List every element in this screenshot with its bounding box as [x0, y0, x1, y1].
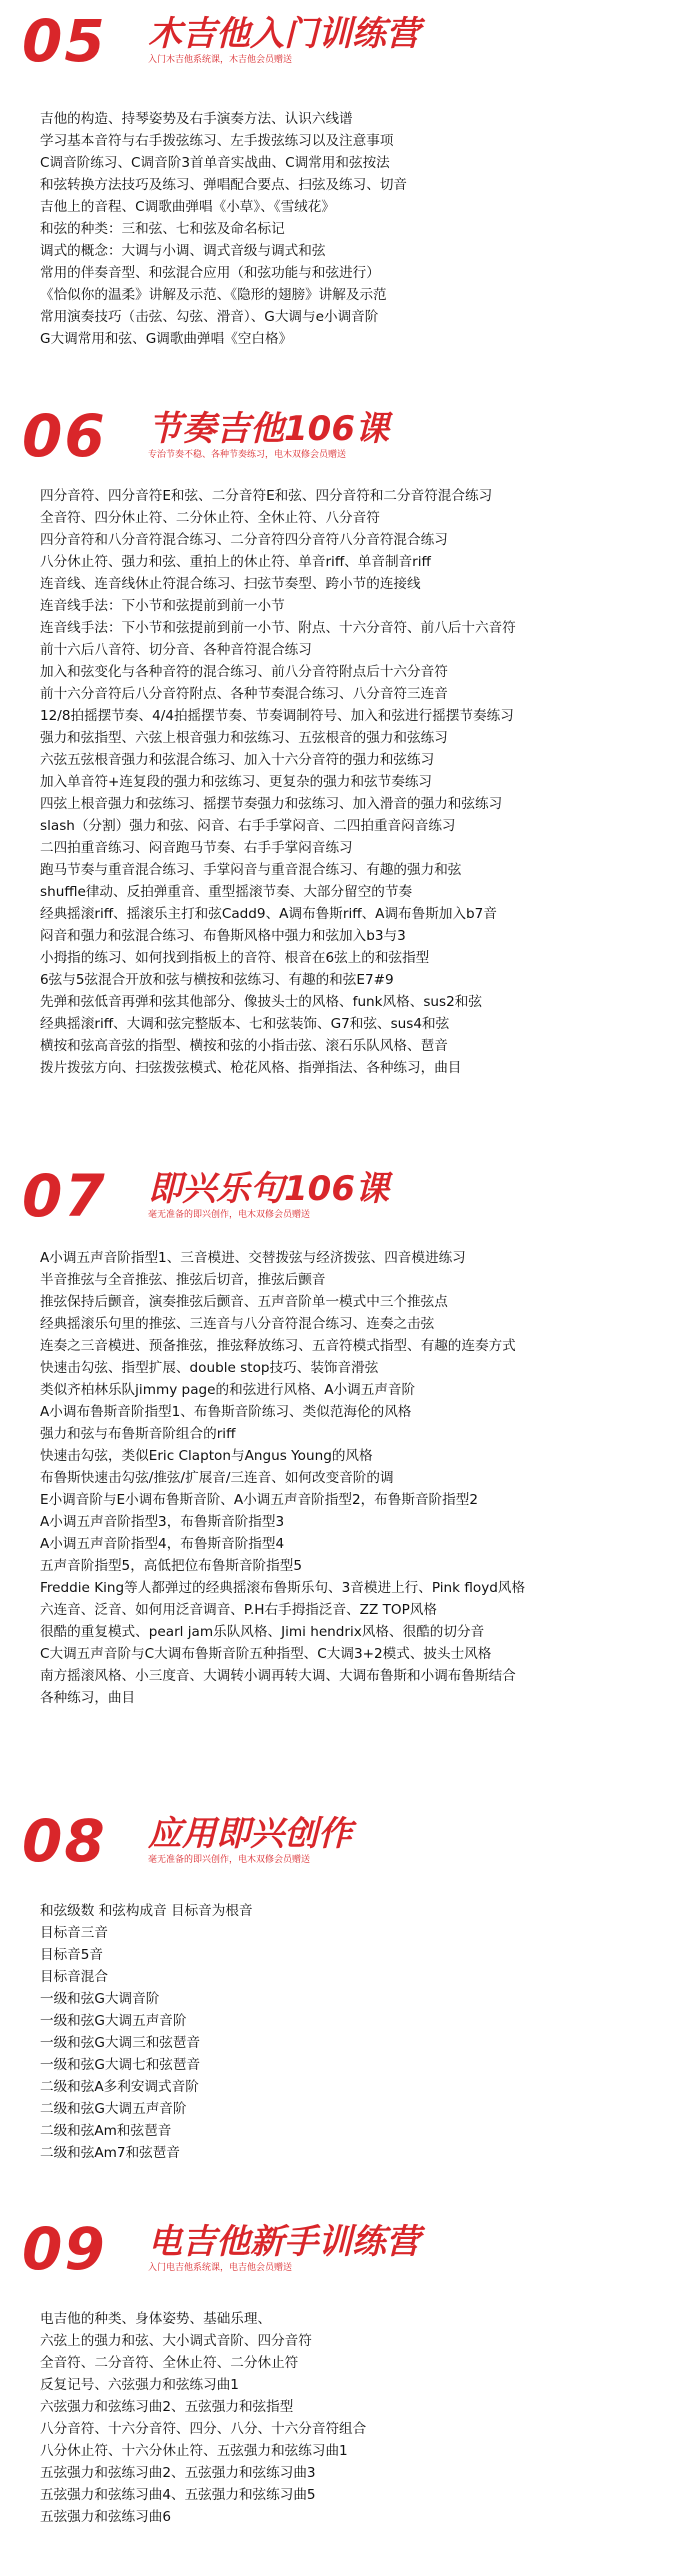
lesson-line: 连音线、连音线休止符混合练习、扫弦节奏型、跨小节的连接线 — [40, 576, 421, 592]
lesson-line: 五声音阶指型5，高低把位布鲁斯音阶指型5 — [40, 1558, 302, 1574]
lesson-line: 二四拍重音练习、闷音跑马节奏、右手手掌闷音练习 — [40, 840, 353, 856]
lesson-line: 各种练习，曲目 — [40, 1690, 136, 1706]
lesson-line: 和弦转换方法技巧及练习、弹唱配合要点、扫弦及练习、切音 — [40, 177, 408, 193]
lesson-line: 先弹和弦低音再弹和弦其他部分、像披头士的风格、funk风格、sus2和弦 — [40, 994, 482, 1010]
lesson-line: G大调常用和弦、G调歌曲弹唱《空白格》 — [40, 331, 293, 347]
lesson-list — [0, 485, 673, 1079]
section-header — [0, 1807, 673, 1875]
lesson-line: 五弦强力和弦练习曲6 — [40, 2509, 171, 2525]
lesson-line: 常用演奏技巧（击弦、勾弦、滑音）、G大调与e小调音阶 — [40, 309, 379, 325]
lesson-list — [0, 2308, 673, 2528]
lesson-line: 一级和弦G大调五声音阶 — [40, 2013, 187, 2029]
lesson-line: 六弦五弦根音强力和弦混合练习、加入十六分音符的强力和弦练习 — [40, 752, 435, 768]
lesson-line: 前十六后八音符、切分音、各种音符混合练习 — [40, 642, 312, 658]
lesson-line: 强力和弦与布鲁斯音阶组合的riff — [40, 1426, 236, 1442]
lesson-line: 布鲁斯快速击勾弦/推弦/扩展音/三连音、如何改变音阶的调 — [40, 1470, 394, 1486]
lesson-line: 加入单音符+连复段的强力和弦练习、更复杂的强力和弦节奏练习 — [40, 774, 433, 790]
lesson-line: 八分休止符、十六分休止符、五弦强力和弦练习曲1 — [40, 2443, 348, 2459]
lesson-line: 四弦上根音强力和弦练习、摇摆节奏强力和弦练习、加入滑音的强力和弦练习 — [40, 796, 503, 812]
section-subtitle: 毫无准备的即兴创作，电木双修会员赠送 — [148, 1210, 311, 1220]
lesson-line: A小调布鲁斯音阶指型1、布鲁斯音阶练习、类似范海伦的风格 — [40, 1404, 412, 1420]
section-title: 应用即兴创作 — [148, 1814, 352, 1854]
lesson-line: 连音线手法：下小节和弦提前到前一小节 — [40, 598, 285, 614]
lesson-line: 连音线手法：下小节和弦提前到前一小节、附点、十六分音符、前八后十六音符 — [40, 620, 516, 636]
lesson-line: 小拇指的练习、如何找到指板上的音符、根音在6弦上的和弦指型 — [40, 950, 430, 966]
lesson-line: A小调五声音阶指型4，布鲁斯音阶指型4 — [40, 1536, 285, 1552]
lesson-line: 拨片拨弦方向、扫弦拨弦模式、枪花风格、指弹指法、各种练习，曲目 — [40, 1060, 462, 1076]
lesson-line: 六连音、泛音、如何用泛音调音、P.H右手拇指泛音、ZZ TOP风格 — [40, 1602, 438, 1618]
lesson-line: 推弦保持后颤音，演奏推弦后颤音、五声音阶单一模式中三个推弦点 — [40, 1294, 448, 1310]
lesson-line: 吉他上的音程、C调歌曲弹唱《小草》、《雪绒花》 — [40, 199, 335, 215]
lesson-line: 八分音符、十六分音符、四分、八分、十六分音符组合 — [40, 2421, 367, 2437]
lesson-line: 吉他的构造、持琴姿势及右手演奏方法、认识六线谱 — [40, 111, 353, 127]
lesson-line: 电吉他的种类、身体姿势、基础乐理、 — [40, 2311, 272, 2327]
lesson-line: slash（分割）强力和弦、闷音、右手手掌闷音、二四拍重音闷音练习 — [40, 818, 456, 834]
lesson-line: 二级和弦Am和弦琶音 — [40, 2123, 172, 2139]
section-subtitle: 毫无准备的即兴创作，电木双修会员赠送 — [148, 1855, 311, 1865]
section-title: 木吉他入门训练营 — [148, 14, 420, 54]
lesson-line: 四分音符、四分音符E和弦、二分音符E和弦、四分音符和二分音符混合练习 — [40, 488, 493, 504]
lesson-line: C调音阶练习、C调音阶3首单音实战曲、C调常用和弦按法 — [40, 155, 390, 171]
lesson-line: 六弦强力和弦练习曲2、五弦强力和弦指型 — [40, 2399, 294, 2415]
lesson-line: 加入和弦变化与各种音符的混合练习、前八分音符附点后十六分音符 — [40, 664, 448, 680]
lesson-line: 目标音混合 — [40, 1969, 108, 1985]
lesson-line: 四分音符和八分音符混合练习、二分音符四分音符八分音符混合练习 — [40, 532, 448, 548]
lesson-line: 南方摇滚风格、小三度音、大调转小调再转大调、大调布鲁斯和小调布鲁斯结合 — [40, 1668, 516, 1684]
lesson-line: 12/8拍摇摆节奏、4/4拍摇摆节奏、节奏调制符号、加入和弦进行摇摆节奏练习 — [40, 708, 514, 724]
lesson-line: 闷音和强力和弦混合练习、布鲁斯风格中强力和弦加入b3与3 — [40, 928, 406, 944]
lesson-line: 目标音三音 — [40, 1925, 108, 1941]
lesson-list — [0, 1247, 673, 1709]
lesson-line: 和弦的种类：三和弦、七和弦及命名标记 — [40, 221, 285, 237]
lesson-line: 一级和弦G大调三和弦琶音 — [40, 2035, 201, 2051]
lesson-line: 横按和弦高音弦的指型、横按和弦的小指击弦、滚石乐队风格、琶音 — [40, 1038, 448, 1054]
lesson-line: E小调音阶与E小调布鲁斯音阶、A小调五声音阶指型2，布鲁斯音阶指型2 — [40, 1492, 478, 1508]
section-subtitle: 入门电吉他系统课，电吉他会员赠送 — [148, 2263, 293, 2273]
section-title: 即兴乐句106课 — [148, 1169, 389, 1209]
lesson-line: 常用的伴奏音型、和弦混合应用（和弦功能与和弦进行） — [40, 265, 380, 281]
section-05 — [0, 7, 673, 350]
lesson-line: 二级和弦G大调五声音阶 — [40, 2101, 187, 2117]
section-number: 06 — [22, 402, 107, 470]
lesson-line: 连奏之三音模进、预备推弦，推弦释放练习、五音符模式指型、有趣的连奏方式 — [40, 1338, 516, 1354]
lesson-line: 强力和弦指型、六弦上根音强力和弦练习、五弦根音的强力和弦练习 — [40, 730, 448, 746]
lesson-list — [0, 108, 673, 350]
lesson-line: 调式的概念：大调与小调、调式音级与调式和弦 — [40, 243, 326, 259]
lesson-line: 和弦级数 和弦构成音 目标音为根音 — [40, 1903, 253, 1919]
lesson-line: 二级和弦A多利安调式音阶 — [40, 2079, 199, 2095]
section-subtitle: 专治节奏不稳、各种节奏练习，电木双修会员赠送 — [148, 450, 347, 460]
lesson-line: shuffle律动、反拍弹重音、重型摇滚节奏、大部分留空的节奏 — [40, 884, 413, 900]
lesson-line: 《恰似你的温柔》讲解及示范、《隐形的翅膀》讲解及示范 — [40, 287, 387, 303]
lesson-line: 类似齐柏林乐队jimmy page的和弦进行风格、A小调五声音阶 — [40, 1382, 416, 1398]
section-number: 05 — [22, 7, 107, 75]
lesson-line: A小调五声音阶指型1、三音模进、交替拨弦与经济拨弦、四音模进练习 — [40, 1250, 466, 1266]
lesson-line: 经典摇滚乐句里的推弦、三连音与八分音符混合练习、连奏之击弦 — [40, 1316, 435, 1332]
lesson-line: 6弦与5弦混合开放和弦与横按和弦练习、有趣的和弦E7#9 — [40, 972, 394, 988]
section-07 — [0, 1162, 673, 1709]
section-header — [0, 402, 673, 470]
lesson-line: C大调五声音阶与C大调布鲁斯音阶五种指型、C大调3+2模式、披头士风格 — [40, 1646, 492, 1662]
lesson-list — [0, 1900, 673, 2164]
section-header — [0, 7, 673, 75]
lesson-line: 六弦上的强力和弦、大小调式音阶、四分音符 — [40, 2333, 312, 2349]
section-number: 07 — [22, 1162, 107, 1230]
lesson-line: Freddie King等人都弹过的经典摇滚布鲁斯乐句、3音模进上行、Pink floyd风格 — [40, 1580, 526, 1596]
section-title: 电吉他新手训练营 — [148, 2222, 420, 2262]
lesson-line: 很酷的重复模式、pearl jam乐队风格、Jimi hendrix风格、很酷的切分音 — [40, 1624, 485, 1640]
lesson-line: 经典摇滚riff、大调和弦完整版本、七和弦装饰、G7和弦、sus4和弦 — [40, 1016, 450, 1032]
lesson-line: 前十六分音符后八分音符附点、各种节奏混合练习、八分音符三连音 — [40, 686, 448, 702]
lesson-line: 快速击勾弦，类似Eric Clapton与Angus Young的风格 — [40, 1448, 373, 1464]
section-title: 节奏吉他106课 — [148, 409, 389, 449]
section-header — [0, 2215, 673, 2283]
section-number: 09 — [22, 2215, 107, 2283]
lesson-line: 五弦强力和弦练习曲2、五弦强力和弦练习曲3 — [40, 2465, 316, 2481]
section-06 — [0, 402, 673, 1079]
section-number: 08 — [22, 1807, 107, 1875]
section-header — [0, 1162, 673, 1230]
lesson-line: 反复记号、六弦强力和弦练习曲1 — [40, 2377, 239, 2393]
lesson-line: 跑马节奏与重音混合练习、手掌闷音与重音混合练习、有趣的强力和弦 — [40, 862, 462, 878]
lesson-line: 经典摇滚riff、摇滚乐主打和弦Cadd9、A调布鲁斯riff、A调布鲁斯加入b7音 — [40, 906, 497, 922]
lesson-line: 半音推弦与全音推弦、推弦后切音，推弦后颤音 — [40, 1272, 326, 1288]
section-09 — [0, 2215, 673, 2528]
section-08 — [0, 1807, 673, 2164]
lesson-line: 全音符、四分休止符、二分休止符、全休止符、八分音符 — [40, 510, 380, 526]
lesson-line: 全音符、二分音符、全休止符、二分休止符 — [40, 2355, 299, 2371]
lesson-line: 目标音5音 — [40, 1947, 104, 1963]
lesson-line: A小调五声音阶指型3，布鲁斯音阶指型3 — [40, 1514, 285, 1530]
lesson-line: 一级和弦G大调音阶 — [40, 1991, 160, 2007]
lesson-line: 五弦强力和弦练习曲4、五弦强力和弦练习曲5 — [40, 2487, 316, 2503]
lesson-line: 一级和弦G大调七和弦琶音 — [40, 2057, 201, 2073]
lesson-line: 学习基本音符与右手拨弦练习、左手拨弦练习以及注意事项 — [40, 133, 394, 149]
lesson-line: 二级和弦Am7和弦琶音 — [40, 2145, 180, 2161]
lesson-line: 快速击勾弦、指型扩展、double stop技巧、装饰音滑弦 — [40, 1360, 379, 1376]
section-subtitle: 入门木吉他系统课，木吉他会员赠送 — [148, 55, 293, 65]
lesson-line: 八分休止符、强力和弦、重拍上的休止符、单音riff、单音制音riff — [40, 554, 431, 570]
